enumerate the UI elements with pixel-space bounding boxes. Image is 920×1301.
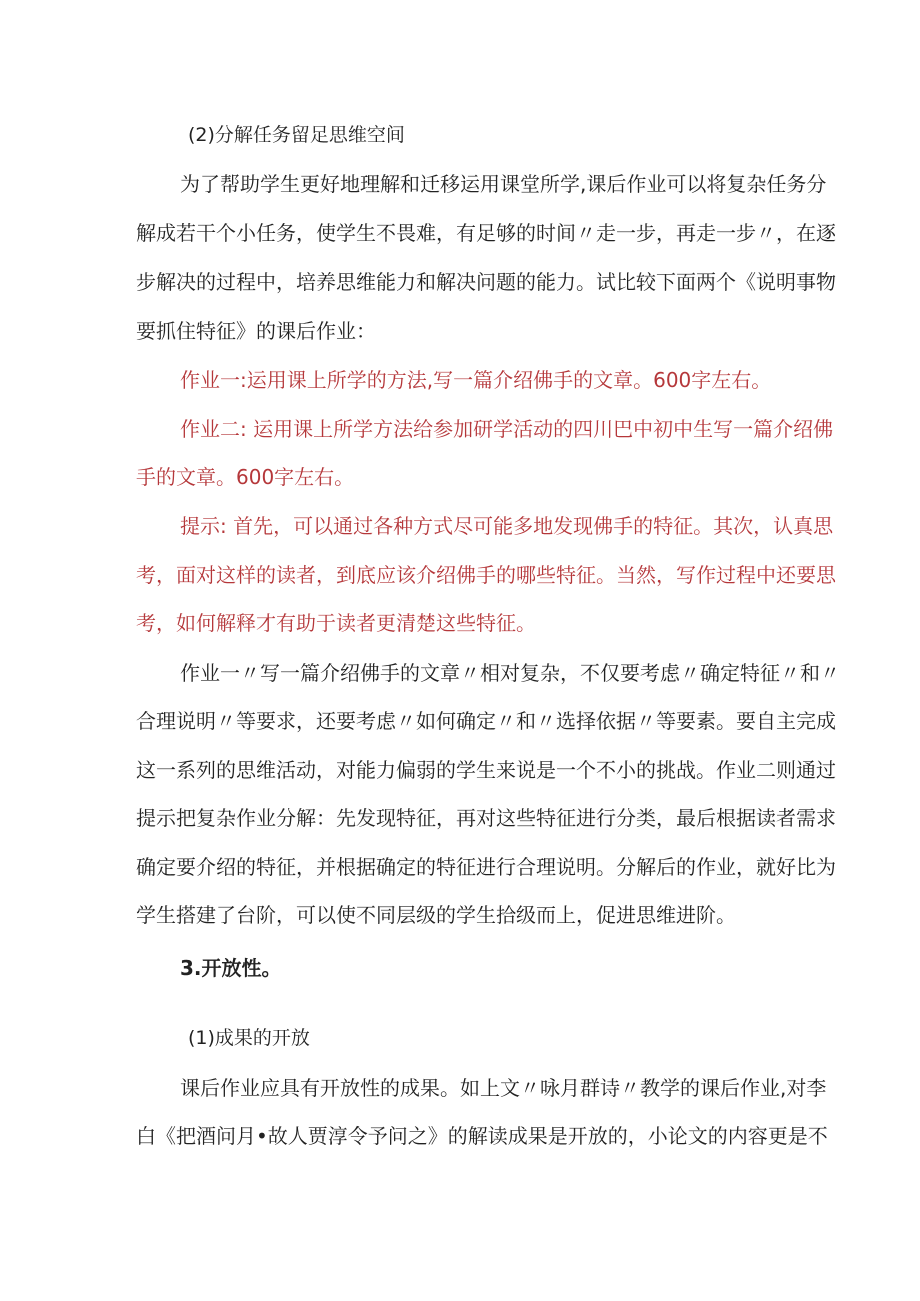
- paragraph-2-line-3: 这一系列的思维活动，对能力偏弱的学生来说是一个不小的挑战。作业二则通过: [136, 758, 836, 782]
- paragraph-2-line-2: 合理说明〃等要求，还要考虑〃如何确定〃和〃选择依据〃等要素。要自主完成: [136, 709, 836, 733]
- paragraph-2-line-5: 确定要介绍的特征，并根据确定的特征进行合理说明。分解后的作业，就好比为: [136, 855, 836, 879]
- paragraph-1-line-1: 为了帮助学生更好地理解和迁移运用课堂所学,课后作业可以将复杂任务分: [180, 172, 827, 196]
- assignment-2-line-2: 手的文章。600字左右。: [136, 465, 355, 489]
- paragraph-2-line-1: 作业一〃写一篇介绍佛手的文章〃相对复杂，不仅要考虑〃确定特征〃和〃: [180, 661, 840, 685]
- paragraph-1-line-4: 要抓住特征》的课后作业：: [136, 319, 376, 343]
- hint-line-1: 提示: 首先，可以通过各种方式尽可能多地发现佛手的特征。其次，认真思: [180, 514, 834, 538]
- paragraph-2-line-4: 提示把复杂作业分解：先发现特征，再对这些特征进行分类，最后根据读者需求: [136, 806, 836, 830]
- section-heading-openness: 3.开放性。: [180, 956, 282, 980]
- assignment-1: 作业一:运用课上所学的方法,写一篇介绍佛手的文章。600字左右。: [180, 368, 772, 392]
- paragraph-1-line-3: 步解决的过程中，培养思维能力和解决问题的能力。试比较下面两个《说明事物: [136, 270, 836, 294]
- paragraph-3-line-2: 白《把酒问月•故人贾淳令予问之》的解读成果是开放的，小论文的内容更是不: [136, 1124, 828, 1148]
- paragraph-3-line-1: 课后作业应具有开放性的成果。如上文〃咏月群诗〃教学的课后作业,对李: [180, 1076, 827, 1100]
- paragraph-1-line-2: 解成若干个小任务，使学生不畏难，有足够的时间〃走一步，再走一步〃，在逐: [136, 221, 836, 245]
- sub-heading-decompose-tasks: (2)分解任务留足思维空间: [188, 124, 405, 146]
- hint-line-3: 考，如何解释才有助于读者更清楚这些特征。: [136, 611, 536, 635]
- assignment-2-line-1: 作业二: 运用课上所学方法给参加研学活动的四川巴中初中生写一篇介绍佛: [180, 417, 834, 441]
- hint-line-2: 考，面对这样的读者，到底应该介绍佛手的哪些特征。当然，写作过程中还要思: [136, 563, 836, 587]
- paragraph-2-line-6: 学生搭建了台阶，可以使不同层级的学生拾级而上，促进思维进阶。: [136, 903, 736, 927]
- sub-heading-open-results: (1)成果的开放: [188, 1027, 310, 1049]
